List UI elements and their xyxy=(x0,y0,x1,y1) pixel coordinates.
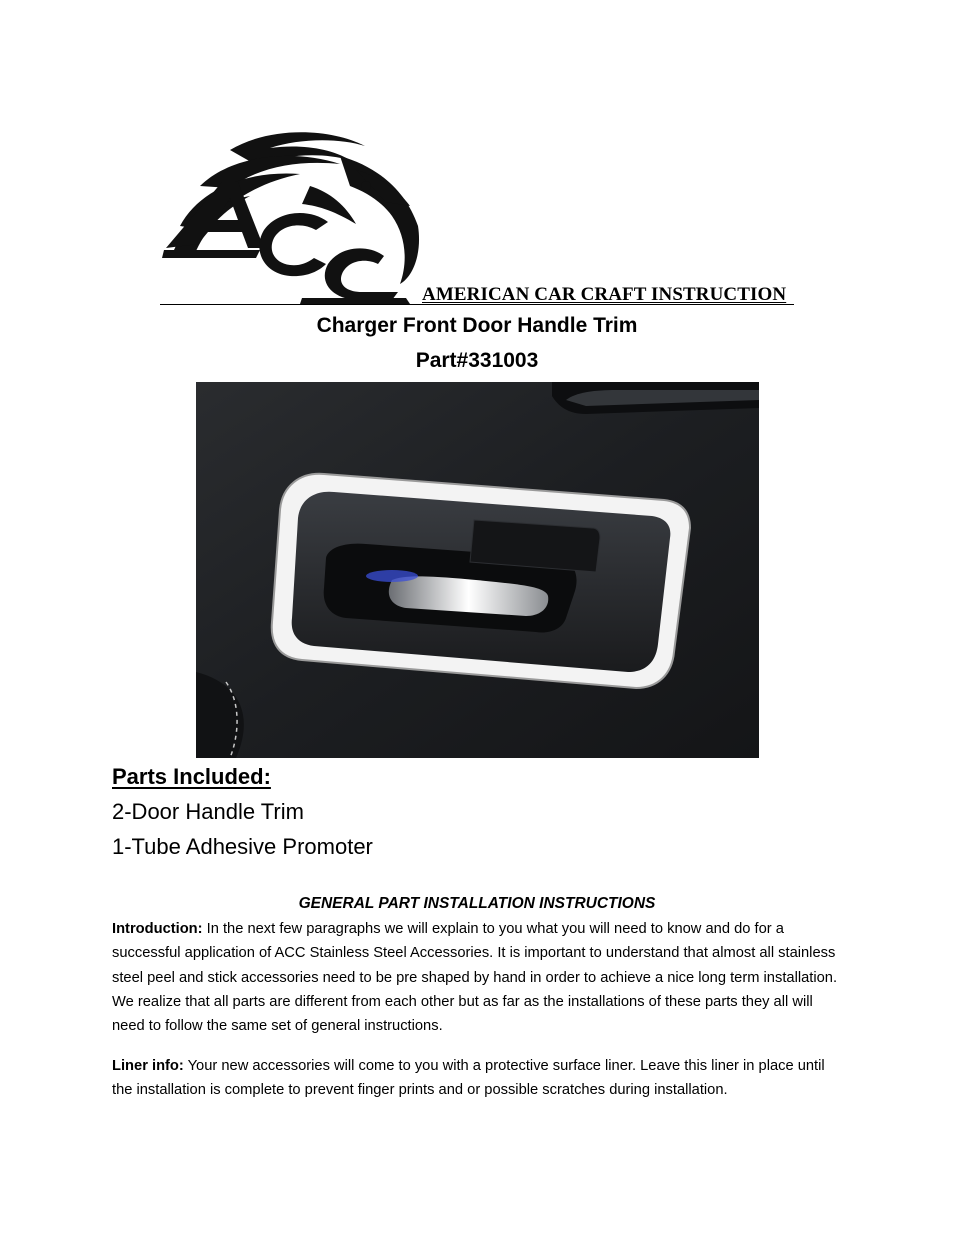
parts-list-item: 2-Door Handle Trim xyxy=(112,799,304,824)
parts-list-item: 1-Tube Adhesive Promoter xyxy=(112,834,373,859)
document-title: Charger Front Door Handle Trim xyxy=(316,314,638,337)
acc-eagle-logo xyxy=(160,126,424,304)
installation-instructions-heading: GENERAL PART INSTALLATION INSTRUCTIONS xyxy=(298,895,656,912)
introduction-label: Introduction: xyxy=(112,921,203,937)
parts-included-heading: Parts Included: xyxy=(112,764,271,789)
part-number: Part#331003 xyxy=(415,349,539,372)
liner-info-label: Liner info: xyxy=(112,1058,184,1074)
door-handle-trim-photo xyxy=(196,382,759,758)
liner-info-text: Your new accessories will come to you with a protective surface liner. Leave this liner in place until the installation is complete to prevent finger prints and or possible scratches during installation. xyxy=(112,1058,825,1099)
company-heading: AMERICAN CAR CRAFT INSTRUCTION xyxy=(422,284,787,305)
introduction-paragraph xyxy=(112,917,847,1038)
liner-info-paragraph xyxy=(112,1054,847,1103)
introduction-text: In the next few paragraphs we will explain to you what you will need to know and do for a successful application of ACC Stainless Steel Accessories. It is important to understand that almost all stainless steel peel and stick accessories need to be pre shaped by hand in order to achieve a nice long term installation. We realize that all parts are different from each other but as far as the installations of these parts they all will need to follow the same set of general instructions. xyxy=(112,921,838,1035)
